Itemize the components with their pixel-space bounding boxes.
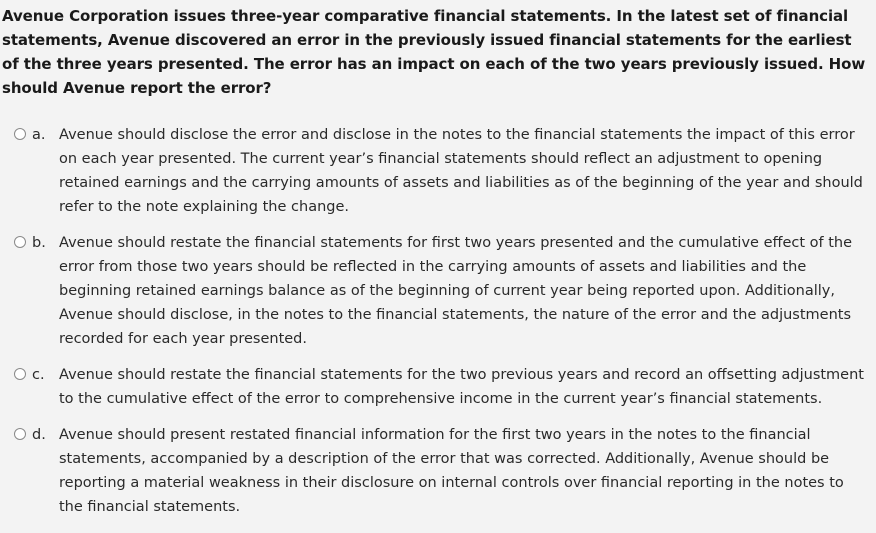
option-text: Avenue should restate the financial statements for first two years presented and the cumulative effect of the error from those two years should be reflected in the carrying amounts of assets and liabilities and the beginning retained earnings balance as of the beginning of current year being reported upon. Additionally, Avenue should disclose, in the notes to the financial statements, the nature of the error and the adjustments recorded for each year presented. — [59, 235, 853, 347]
answer-options — [2, 123, 876, 519]
option-letter: d. — [32, 427, 46, 443]
option-text: Avenue should present restated financial information for the first two years in the notes to the financial statements, accompanied by a description of the error that was corrected. Additionally, Avenue should be reporting a material weakness in their disclosure on internal controls over financial reporting in the notes to the financial statements. — [59, 427, 844, 515]
option-letter: c. — [32, 367, 45, 383]
radio-button-icon[interactable] — [14, 368, 26, 380]
option-text: Avenue should disclose the error and disclose in the notes to the financial statements the impact of this error on each year presented. The current year’s financial statements should reflect an adjustment to opening retained earnings and the carrying amounts of assets and liabilities as of the beginning of the year and should refer to the note explaining the change. — [59, 127, 863, 215]
option-a[interactable] — [2, 123, 876, 219]
question-text: Avenue Corporation issues three-year comparative financial statements. In the latest set of financial statements, Avenue discovered an error in the previously issued financial statements for the earliest of the three years presented. The error has an impact on each of the two years previously issued. How should Avenue report the error? — [2, 7, 866, 97]
radio-button-icon[interactable] — [14, 128, 26, 140]
radio-button-icon[interactable] — [14, 236, 26, 248]
option-b[interactable] — [2, 231, 876, 351]
option-letter: a. — [32, 127, 46, 143]
option-letter: b. — [32, 235, 46, 251]
option-d[interactable] — [2, 423, 876, 519]
option-c[interactable] — [2, 363, 876, 411]
option-text: Avenue should restate the financial statements for the two previous years and record an offsetting adjustment to the cumulative effect of the error to comprehensive income in the current year’s financial statements. — [59, 367, 864, 407]
radio-button-icon[interactable] — [14, 428, 26, 440]
